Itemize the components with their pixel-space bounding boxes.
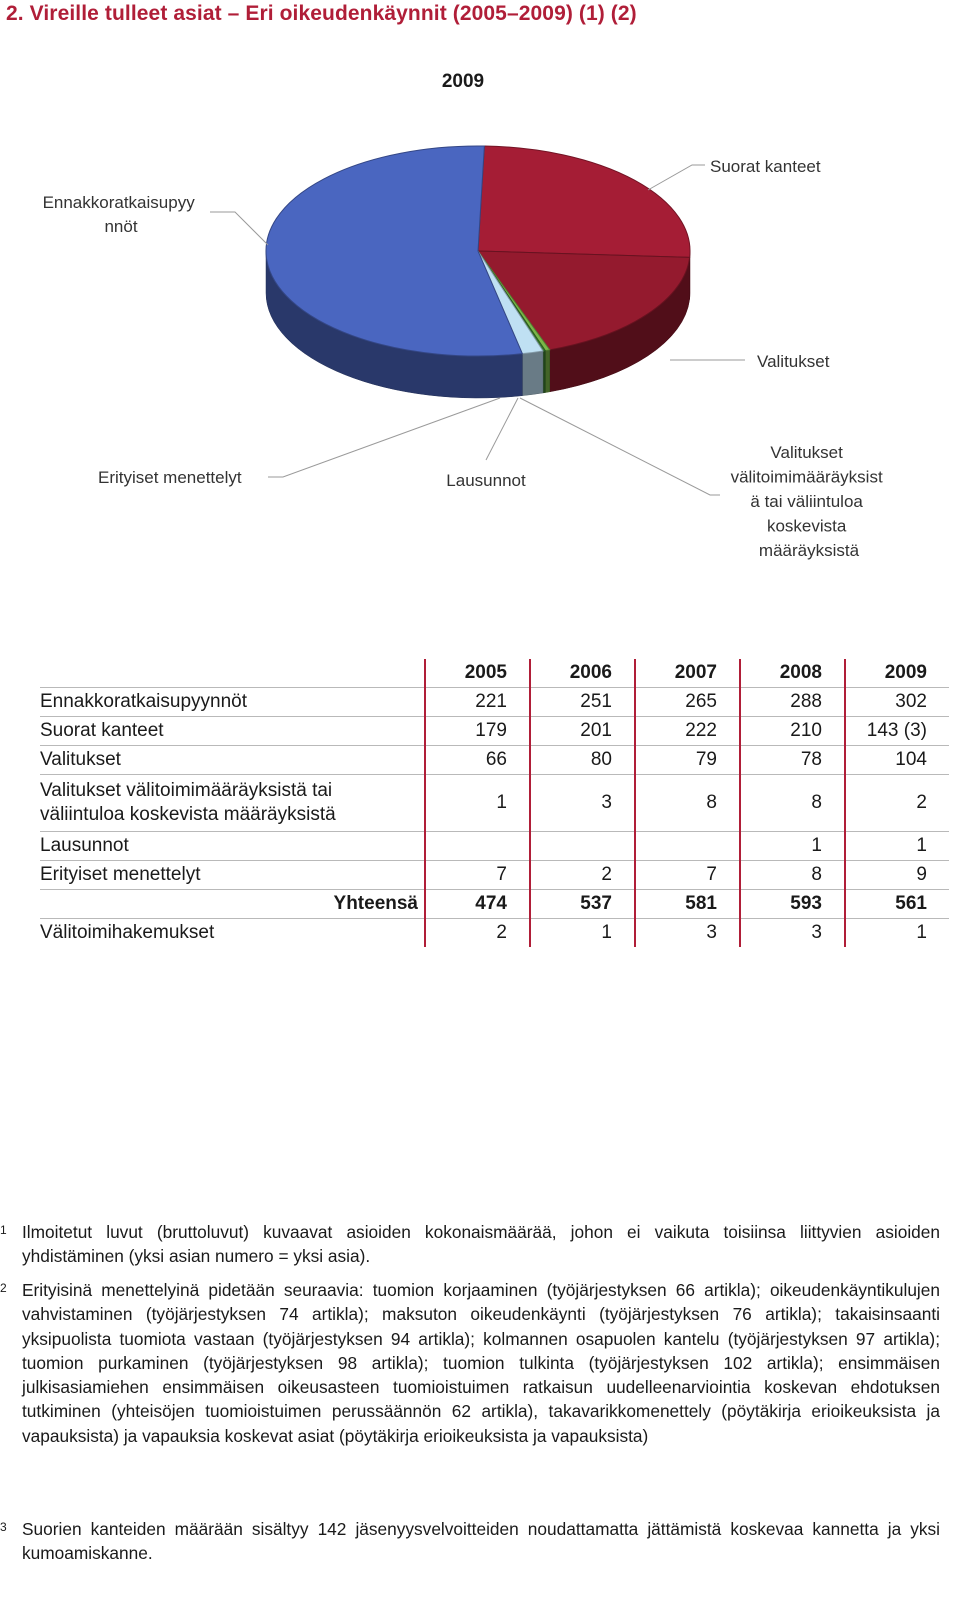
cell: 2 — [530, 861, 635, 890]
footnote-text: Suorien kanteiden määrään sisältyy 142 jäsenyysvelvoitteiden noudattamatta jättämistä koskevaa kannetta ja yksi kumoamiskanne. — [22, 1519, 940, 1564]
row-label: Lausunnot — [40, 832, 425, 861]
slice-lausunnot-side — [543, 351, 545, 393]
cell: 1 — [740, 832, 845, 861]
footnote-mark: 3 — [0, 1520, 7, 1534]
row-label-line: väliintuloa koskevista määräyksistä — [40, 804, 336, 825]
total-label: Yhteensä — [40, 890, 425, 919]
label-erityiset-menettelyt: Erityiset menettelyt — [98, 468, 242, 487]
cell: 210 — [740, 717, 845, 746]
cell: 1 — [845, 832, 949, 861]
cell: 2 — [845, 775, 949, 832]
leader-line-valitukset-vali — [520, 398, 720, 495]
row-label: Suorat kanteet — [40, 717, 425, 746]
footnote-text: Erityisinä menettelyinä pidetään seuraavia: tuomion korjaaminen (työjärjestyksen 66 artikla); oikeudenkäyntikulujen vahvistaminen (työjärjestyksen 74 artikla); maksuton oikeudenkäynti (työjärjestyksen 76 artikla); takaisinsaanti yksipuolista tuomiota vastaan (työjärjestyksen 94 artikla); kolmannen osapuolen kantelu (työjärjestyksen 97 artikla); tuomion purkaminen (työjärjestyksen 98 artikla); tuomion tulkinta (työjärjestyksen 102 artikla); ensimmäisen julkisasiamiehen ensimmäisen oikeusasteen tuomioistuimen ratkaisun uudelleenarviointia koskevan ehdotuksen tutkiminen (yhteisöjen tuomioistuimen perussäännön 62 artikla), takavarikkomenettely (pöytäkirja erioikeuksista ja vapauksista) ja vapauksia koskevat asiat (pöytäkirja erioikeuksista ja vapauksista) — [22, 1280, 940, 1446]
table-row — [40, 688, 949, 717]
cell: 222 — [635, 717, 740, 746]
slice-erityiset-menettelyt-side — [522, 351, 543, 396]
cell: 143 (3) — [845, 717, 949, 746]
slice-suorat-kanteet — [478, 146, 690, 257]
footnote-mark: 2 — [0, 1281, 7, 1295]
cell: 8 — [740, 861, 845, 890]
total-cell: 537 — [530, 890, 635, 919]
cell — [530, 832, 635, 861]
year-header: 2005 — [425, 659, 530, 688]
cell: 104 — [845, 746, 949, 775]
page-heading: 2. Vireille tulleet asiat – Eri oikeudenkäynnit (2005–2009) (1) (2) — [6, 2, 637, 25]
table-row — [40, 832, 949, 861]
pie-slices — [266, 146, 690, 356]
cell: 302 — [845, 688, 949, 717]
data-table — [40, 659, 949, 947]
label-lausunnot: Lausunnot — [446, 471, 526, 490]
cell: 7 — [635, 861, 740, 890]
cell: 78 — [740, 746, 845, 775]
table-row — [40, 861, 949, 890]
cell: 2 — [425, 919, 530, 948]
table-row — [40, 746, 949, 775]
row-label: Valitukset — [40, 746, 425, 775]
cell: 79 — [635, 746, 740, 775]
cell: 80 — [530, 746, 635, 775]
slice-valitukset-valitoimi-side — [545, 350, 549, 393]
table-total-row — [40, 890, 949, 919]
table-header-row — [40, 659, 949, 688]
row-label — [40, 775, 425, 832]
cell: 8 — [740, 775, 845, 832]
leader-line-suorat — [648, 165, 705, 190]
cell: 1 — [530, 919, 635, 948]
year-header: 2006 — [530, 659, 635, 688]
leader-line-erityiset — [268, 398, 500, 477]
total-cell: 474 — [425, 890, 530, 919]
label-valitukset: Valitukset — [757, 352, 830, 371]
footnote-mark: 1 — [0, 1223, 7, 1237]
cell: 1 — [425, 775, 530, 832]
cell: 66 — [425, 746, 530, 775]
year-header: 2008 — [740, 659, 845, 688]
label-ennakkoratkaisupyynnot: Ennakkoratkaisupyy nnöt — [42, 193, 195, 236]
row-label: Ennakkoratkaisupyynnöt — [40, 688, 425, 717]
cell: 1 — [845, 919, 949, 948]
row-label-line: Valitukset välitoimimääräyksistä tai — [40, 780, 333, 801]
total-cell: 561 — [845, 890, 949, 919]
cell: 3 — [740, 919, 845, 948]
cell: 7 — [425, 861, 530, 890]
footnote-text: Ilmoitetut luvut (bruttoluvut) kuvaavat asioiden kokonaismäärää, johon ei vaikuta toisiinsa liittyvien asioiden yhdistäminen (yksi asian numero = yksi asia). — [22, 1222, 940, 1267]
cell: 9 — [845, 861, 949, 890]
cell: 8 — [635, 775, 740, 832]
cell — [425, 832, 530, 861]
table-row — [40, 919, 949, 948]
cell: 221 — [425, 688, 530, 717]
pie-chart — [0, 60, 960, 580]
cell: 251 — [530, 688, 635, 717]
total-cell: 593 — [740, 890, 845, 919]
row-label: Välitoimihakemukset — [40, 919, 425, 948]
year-header: 2007 — [635, 659, 740, 688]
chart-title: 2009 — [441, 71, 485, 92]
leader-line-lausunnot — [486, 398, 518, 460]
cell: 288 — [740, 688, 845, 717]
row-label: Erityiset menettelyt — [40, 861, 425, 890]
label-valitukset-valitoimimaarayksista: Valitukset välitoimimääräyksist ä tai väliintuloa koskevista määräyksistä — [730, 443, 883, 560]
cell: 179 — [425, 717, 530, 746]
cell: 265 — [635, 688, 740, 717]
label-suorat-kanteet: Suorat kanteet — [710, 157, 821, 176]
cell: 201 — [530, 717, 635, 746]
cell: 3 — [530, 775, 635, 832]
table-corner — [40, 659, 425, 688]
table-row — [40, 775, 949, 832]
year-header: 2009 — [845, 659, 949, 688]
cell — [635, 832, 740, 861]
leader-line-ennakko — [210, 212, 268, 245]
cell: 3 — [635, 919, 740, 948]
total-cell: 581 — [635, 890, 740, 919]
table-row — [40, 717, 949, 746]
